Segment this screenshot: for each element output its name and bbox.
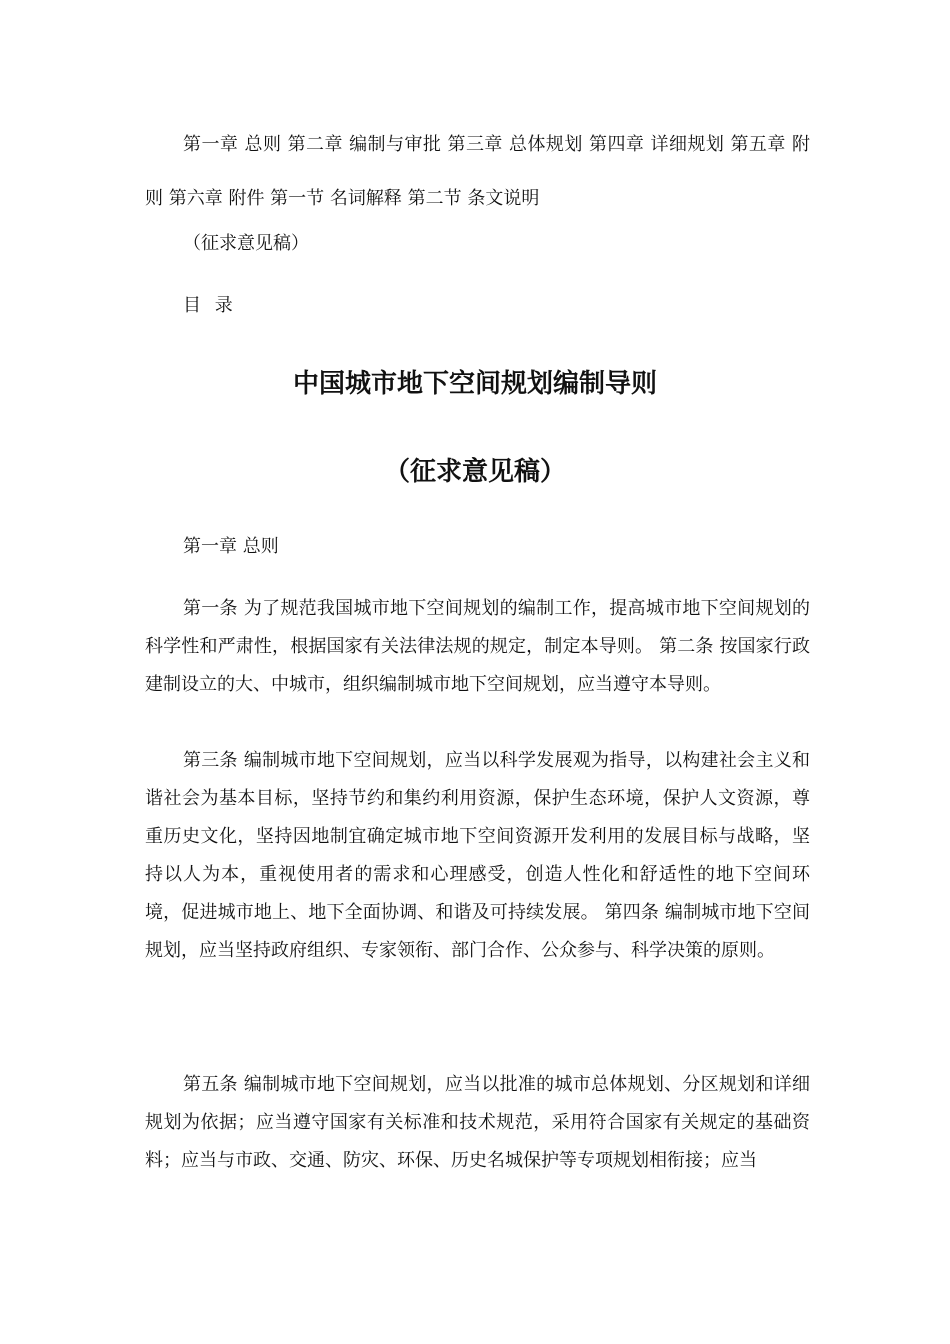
toc-heading: 目 录 xyxy=(183,295,237,316)
paragraph-article-5: 第五条 编制城市地下空间规划，应当以批准的城市总体规划、分区规划和详细规划为依据；应当遵守国家有关标准和技术规范，采用符合国家有关规定的基础资料；应当与市政、交通、防灾、环保、历史名城保护等专项规划相衔接；应当 xyxy=(145,1074,810,1171)
chapter-heading: 第一章 总则 xyxy=(183,536,279,557)
paragraph-article-1-2: 第一条 为了规范我国城市地下空间规划的编制工作，提高城市地下空间规划的科学性和严肃性，根据国家有关法律法规的规定，制定本导则。 第二条 按国家行政建制设立的大、中城市，组织编制城市地下空间规划，应当遵守本导则。 xyxy=(145,598,810,695)
document-title: 中国城市地下空间规划编制导则 xyxy=(292,369,657,399)
toc-line: 第一章 总则 第二章 编制与审批 第三章 总体规划 第四章 详细规划 第五章 附则 第六章 附件 第一节 名词解释 第二节 条文说明 xyxy=(145,134,810,209)
paragraph-article-3-4: 第三条 编制城市地下空间规划，应当以科学发展观为指导，以构建社会主义和谐社会为基本目标，坚持节约和集约利用资源，保护生态环境，保护人文资源，尊重历史文化，坚持因地制宜确定城市地下空间资源开发利用的发展目标与战略，坚持以人为本，重视使用者的需求和心理感受，创造人性化和舒适性的地下空间环境，促进城市地上、地下全面协调、和谐及可持续发展。 第四条 编制城市地下空间规划，应当坚持政府组织、专家领衔、部门合作、公众参与、科学决策的原则。 xyxy=(145,750,810,961)
document-subtitle: （征求意见稿） xyxy=(383,457,566,487)
toc-draft-note: （征求意见稿） xyxy=(183,233,309,254)
